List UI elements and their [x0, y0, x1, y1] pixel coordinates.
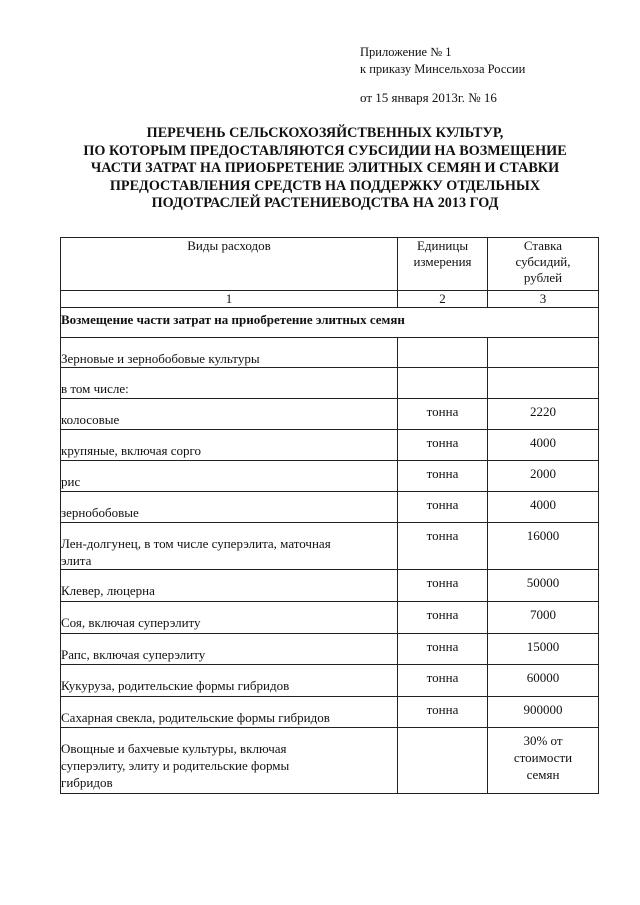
- row-rate: 50000: [488, 570, 599, 602]
- row-unit: [398, 338, 488, 368]
- row-name: Зерновые и зернобобовые культуры: [61, 338, 398, 368]
- row-rate: 900000: [488, 697, 599, 728]
- row-rate: 4000: [488, 492, 599, 523]
- table-row: [61, 728, 599, 794]
- appendix-line: Приложение № 1: [360, 45, 452, 59]
- order-date-number: от 15 января 2013г. № 16: [360, 90, 497, 105]
- section-row: [61, 308, 599, 338]
- row-unit: тонна: [398, 697, 488, 728]
- title-line-2: ПО КОТОРЫМ ПРЕДОСТАВЛЯЮТСЯ СУБСИДИИ НА ВОЗМЕЩЕНИЕ: [83, 142, 567, 159]
- row-unit: тонна: [398, 602, 488, 634]
- row-name: колосовые: [61, 399, 398, 430]
- row-name: в том числе:: [61, 368, 398, 399]
- appendix-block: [360, 44, 525, 78]
- row-unit: тонна: [398, 430, 488, 461]
- title-line-3: ЧАСТИ ЗАТРАТ НА ПРИОБРЕТЕНИЕ ЭЛИТНЫХ СЕМЯН И СТАВКИ: [90, 160, 560, 176]
- row-unit: тонна: [398, 523, 488, 570]
- table-row: [61, 570, 599, 602]
- table-row: [61, 338, 599, 368]
- table-row: [61, 399, 599, 430]
- row-name: зернобобовые: [61, 492, 398, 523]
- section-title: Возмещение части затрат на приобретение элитных семян: [61, 308, 599, 338]
- row-name: Сахарная свекла, родительские формы гибридов: [61, 697, 398, 728]
- row-name: Рапс, включая суперэлиту: [61, 634, 398, 665]
- column-number-row: [61, 291, 599, 308]
- row-unit: [398, 368, 488, 399]
- row-rate: 60000: [488, 665, 599, 697]
- title-line-4: ПРЕДОСТАВЛЕНИЯ СРЕДСТВ НА ПОДДЕРЖКУ ОТДЕЛЬНЫХ: [109, 177, 541, 194]
- row-name: Соя, включая суперэлиту: [61, 602, 398, 634]
- row-unit: тонна: [398, 399, 488, 430]
- row-unit: [398, 728, 488, 794]
- table-row: [61, 665, 599, 697]
- table-row: [61, 634, 599, 665]
- row-rate: 2000: [488, 461, 599, 492]
- row-unit: тонна: [398, 570, 488, 602]
- row-rate: 2220: [488, 399, 599, 430]
- table-row: [61, 430, 599, 461]
- row-rate: [488, 338, 599, 368]
- table-row: [61, 368, 599, 399]
- document-title: [40, 125, 610, 213]
- header-expense-type: Виды расходов: [61, 238, 398, 291]
- table-row: [61, 461, 599, 492]
- row-rate: [488, 368, 599, 399]
- title-line-5: ПОДОТРАСЛЕЙ РАСТЕНИЕВОДСТВА НА 2013 ГОД: [151, 195, 499, 211]
- row-unit: тонна: [398, 634, 488, 665]
- row-rate: 30% от стоимости семян: [488, 728, 599, 794]
- column-number-1: 1: [61, 291, 398, 308]
- subsidy-table: [60, 237, 599, 794]
- row-name: Лен-долгунец, в том числе суперэлита, маточная элита: [61, 523, 398, 570]
- row-rate: 7000: [488, 602, 599, 634]
- table-row: [61, 697, 599, 728]
- table-row: [61, 602, 599, 634]
- title-line-1: ПЕРЕЧЕНЬ СЕЛЬСКОХОЗЯЙСТВЕННЫХ КУЛЬТУР,: [146, 125, 504, 141]
- row-rate: 15000: [488, 634, 599, 665]
- appendix-order-ref: к приказу Минсельхоза России: [360, 62, 526, 76]
- row-rate: 16000: [488, 523, 599, 570]
- row-name: рис: [61, 461, 398, 492]
- header-rate: Ставка субсидий, рублей: [488, 238, 599, 291]
- row-rate: 4000: [488, 430, 599, 461]
- row-name: крупяные, включая сорго: [61, 430, 398, 461]
- row-unit: тонна: [398, 461, 488, 492]
- table-header-row: [61, 238, 599, 291]
- row-unit: тонна: [398, 492, 488, 523]
- table-row: [61, 492, 599, 523]
- header-unit: Единицы измерения: [398, 238, 488, 291]
- row-unit: тонна: [398, 665, 488, 697]
- column-number-3: 3: [488, 291, 599, 308]
- row-name: Овощные и бахчевые культуры, включая суперэлиту, элиту и родительские формы гибридов: [61, 728, 398, 794]
- row-name: Кукуруза, родительские формы гибридов: [61, 665, 398, 697]
- table-row: [61, 523, 599, 570]
- column-number-2: 2: [398, 291, 488, 308]
- row-name: Клевер, люцерна: [61, 570, 398, 602]
